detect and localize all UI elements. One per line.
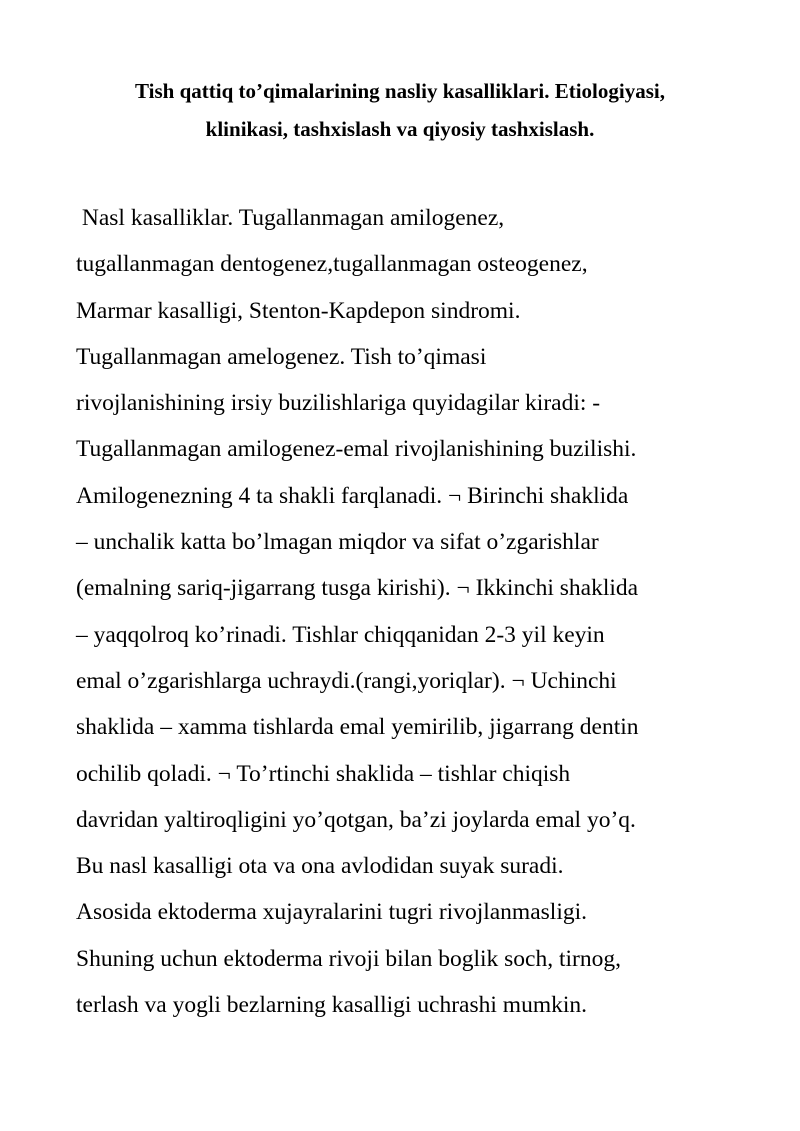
body-line: shaklida – xamma tishlarda emal yemirilib, jigarrang dentin xyxy=(76,714,639,741)
body-line: (emalning sariq-jigarrang tusga kirishi). ¬ Ikkinchi shaklida xyxy=(76,575,639,602)
body-line: Tugallanmagan amilogenez-emal rivojlanishining buzilishi. xyxy=(76,436,637,463)
document-title xyxy=(76,72,724,148)
body-line: Amilogenezning 4 ta shakli farqlanadi. ¬ Birinchi shaklida xyxy=(76,482,629,509)
body-line: Tugallanmagan amelogenez. Tish to’qimasi xyxy=(76,343,487,370)
body-line: Marmar kasalligi, Stenton-Kapdepon sindromi. xyxy=(76,297,521,324)
body-line: Asosida ektoderma xujayralarini tugri rivojlanmasligi. xyxy=(76,899,587,926)
body-line: – yaqqolroq ko’rinadi. Tishlar chiqqanidan 2-3 yil keyin xyxy=(76,621,605,648)
body-line: emal o’zgarishlarga uchraydi.(rangi,yoriqlar). ¬ Uchinchi xyxy=(76,667,617,694)
body-line: – unchalik katta bo’lmagan miqdor va sifat o’zgarishlar xyxy=(76,529,599,556)
body-line: ochilib qoladi. ¬ To’rtinchi shaklida – tishlar chiqish xyxy=(76,760,571,787)
body-line: davridan yaltiroqligini yo’qotgan, ba’zi joylarda emal yo’q. xyxy=(76,806,636,833)
title-line: Tish qattiq to’qimalarining nasliy kasalliklari. Etiologiyasi, xyxy=(135,79,665,103)
body-line: tugallanmagan dentogenez,tugallanmagan osteogenez, xyxy=(76,251,588,278)
title-line: klinikasi, tashxislash va qiyosiy tashxislash. xyxy=(205,117,595,141)
document-body xyxy=(76,195,756,1028)
body-line: terlash va yogli bezlarning kasalligi uchrashi mumkin. xyxy=(76,992,587,1019)
body-line: Bu nasl kasalligi ota va ona avlodidan suyak suradi. xyxy=(76,853,564,880)
body-line: Shuning uchun ektoderma rivoji bilan boglik soch, tirnog, xyxy=(76,945,621,972)
body-line: Nasl kasalliklar. Tugallanmagan amilogenez, xyxy=(76,205,505,231)
body-line: rivojlanishining irsiy buzilishlariga quyidagilar kiradi: - xyxy=(76,390,601,417)
